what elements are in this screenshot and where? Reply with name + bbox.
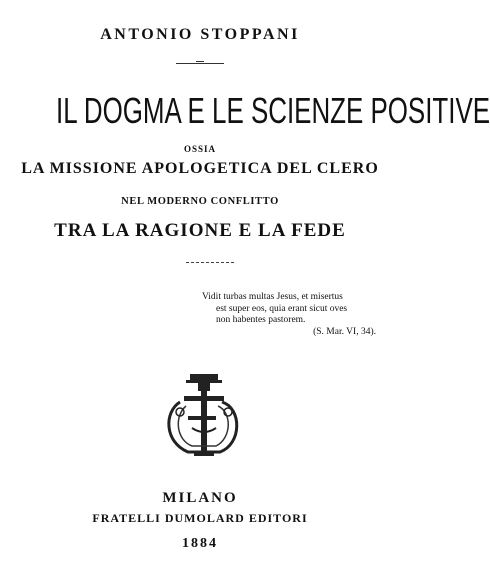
epigraph <box>202 292 382 338</box>
divider-middle <box>186 262 234 263</box>
ossia-connector: OSSIA <box>183 144 216 154</box>
author-name: ANTONIO STOPPANI <box>100 26 300 43</box>
publication-city: MILANO <box>162 490 238 506</box>
publisher-monogram-icon <box>168 372 240 462</box>
divider-top <box>176 63 224 64</box>
publisher-name: FRATELLI DUMOLARD EDITORI <box>92 511 308 525</box>
publication-year: 1884 <box>182 536 218 551</box>
epigraph-line-2: est super eos, quia erant sicut oves <box>216 303 348 314</box>
book-subtitle: LA MISSIONE APOLOGETICA DEL CLERO <box>21 160 379 177</box>
epigraph-line-1: Vidit turbas multas Jesus, et misertus <box>202 292 343 302</box>
subtitle-line-3: TRA LA RAGIONE E LA FEDE <box>54 220 346 241</box>
subtitle-line-2: NEL MODERNO CONFLITTO <box>121 196 279 207</box>
ornament-dash <box>196 61 204 62</box>
epigraph-line-3: non habentes pastorem. <box>216 315 306 325</box>
epigraph-reference: (S. Mar. VI, 34). <box>313 326 376 337</box>
book-title: IL DOGMA E LE SCIENZE POSITIVE <box>56 90 490 131</box>
